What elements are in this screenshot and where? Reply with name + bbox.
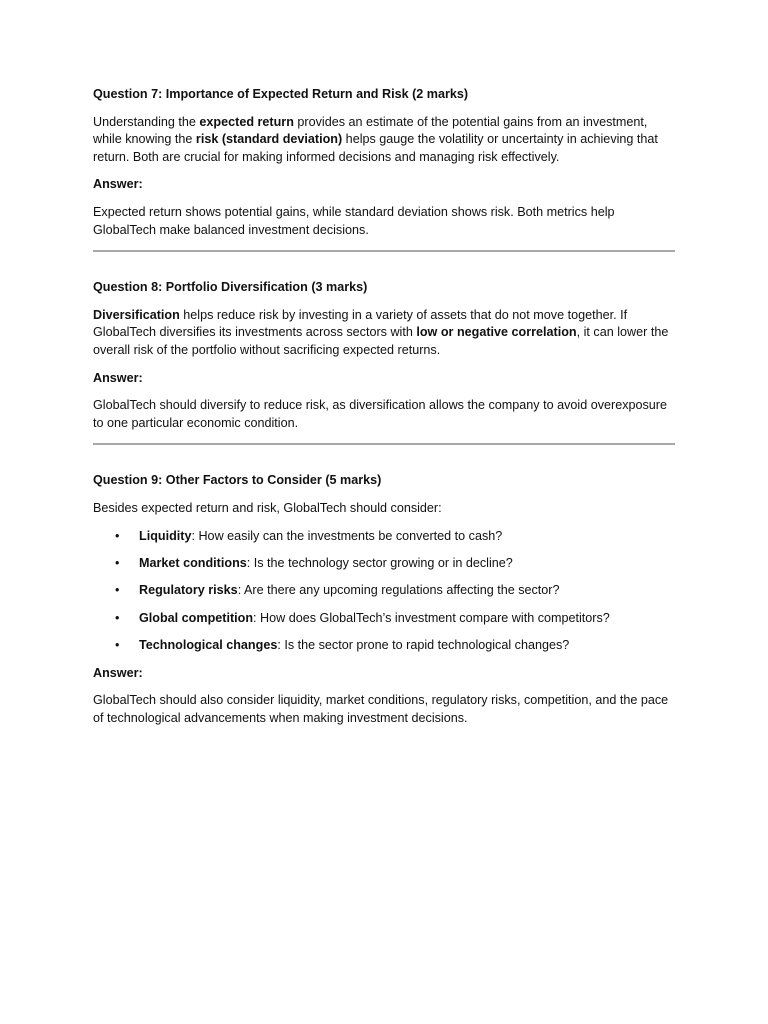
question-9-factor-list [93,528,675,655]
question-9-answer-text: GlobalTech should also consider liquidity, market conditions, regulatory risks, competition, and the pace of technological advancements when making investment decisions. [93,693,669,725]
list-item [93,610,675,628]
q8-body-segment-bold: low or negative correlation [416,325,577,340]
q7-body-segment-bold: expected return [199,114,294,129]
question-7-section [93,86,675,239]
q7-body-segment-bold: risk (standard deviation) [195,132,343,147]
bullet-icon: • [115,638,120,653]
question-7-title: Question 7: Importance of Expected Return and Risk (2 marks) [93,87,469,101]
question-8-answer-text: GlobalTech should diversify to reduce risk, as diversification allows the company to avoid overexposure to one particular economic condition. [93,398,667,430]
factor-term: Market conditions [139,555,247,570]
question-8-answer-label: Answer: [93,370,143,385]
bullet-icon: • [115,555,120,570]
question-7-answer-text: Expected return shows potential gains, while standard deviation shows risk. Both metrics help GlobalTech make balanced investment decisions. [93,204,615,237]
section-divider [93,443,675,445]
section-divider [93,250,675,252]
factor-text: : Are there any upcoming regulations affecting the sector? [237,583,560,598]
question-7-answer-label: Answer: [93,177,143,192]
question-9-intro: Besides expected return and risk, GlobalTech should consider: [93,500,442,515]
list-item [93,555,675,573]
list-item [93,528,675,546]
factor-text: : How does GlobalTech’s investment compare with competitors? [253,610,610,625]
factor-term: Regulatory risks [139,583,238,598]
factor-text: : Is the sector prone to rapid technological changes? [277,638,570,653]
q8-body-segment: , it can lower the overall risk of the portfolio without sacrificing expected returns. [93,325,669,357]
factor-text: : How easily can the investments be converted to cash? [191,528,503,543]
list-item [93,582,675,600]
bullet-icon: • [115,528,120,543]
question-9-answer-label: Answer: [93,665,143,680]
q7-body-segment: Understanding the [93,114,200,129]
bullet-icon: • [115,583,120,598]
q7-body-segment: helps gauge the volatility or uncertainty in achieving that return. Both are crucial for making informed decisions and managing risk effectively. [93,132,658,164]
question-7-body [93,114,675,167]
question-8-body [93,307,675,360]
question-8-section [93,279,675,432]
document-page [93,86,675,727]
factor-term: Technological changes [139,638,278,653]
factor-term: Liquidity [139,528,192,543]
question-8-title: Question 8: Portfolio Diversification (3 marks) [93,280,368,295]
factor-term: Global competition [139,610,254,625]
question-9-section [93,472,675,727]
q7-body-segment: provides an estimate of the potential gains from an investment, while knowing the [93,114,648,147]
question-9-title: Question 9: Other Factors to Consider (5 marks) [93,473,382,488]
factor-text: : Is the technology sector growing or in decline? [246,555,513,570]
q8-body-segment: helps reduce risk by investing in a variety of assets that do not move together. If GlobalTech diversifies its investments across sectors with [93,307,628,340]
list-item [93,637,675,655]
bullet-icon: • [115,610,120,625]
q8-body-segment-bold: Diversification [93,307,180,322]
